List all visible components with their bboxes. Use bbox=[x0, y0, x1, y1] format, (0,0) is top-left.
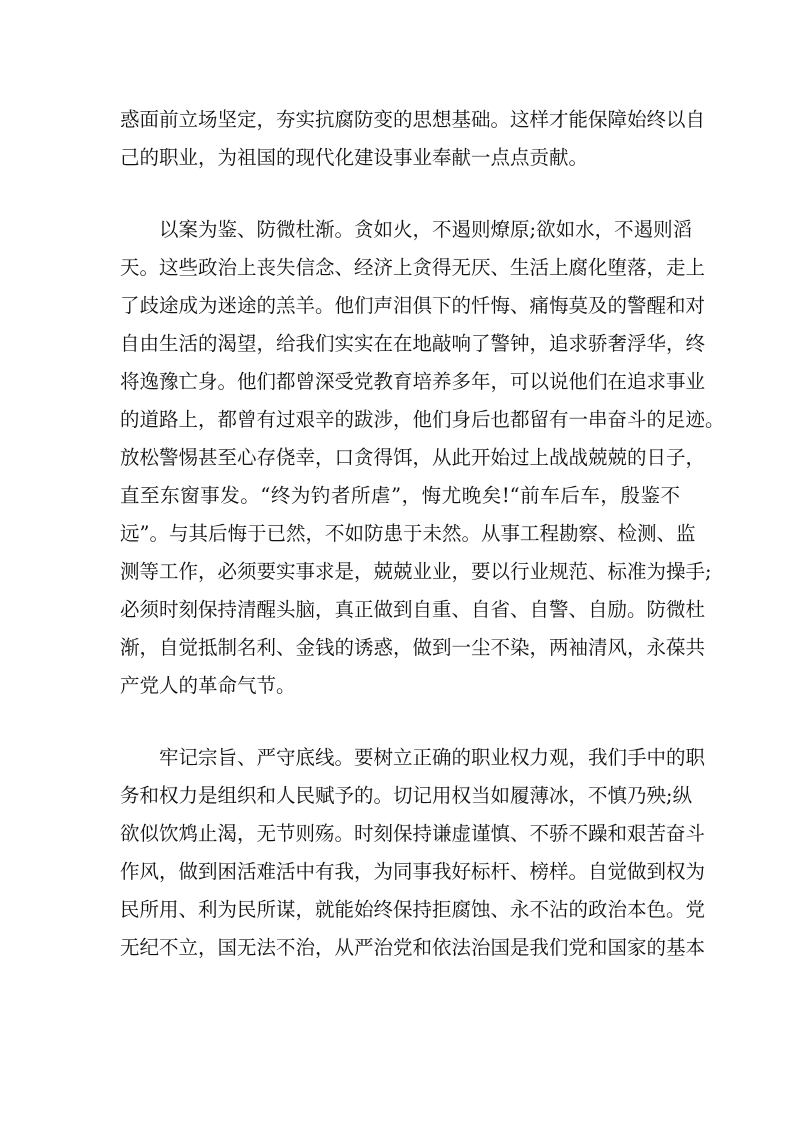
paragraph-1-line-1: 惑面前立场坚定，夯实抗腐防变的思想基础。这样才能保障始终以自 bbox=[120, 108, 706, 131]
paragraph-2-line-9: 远”。与其后悔于已然，不如防患于未然。从事工程勘察、检测、监 bbox=[120, 522, 696, 545]
paragraph-2-line-13: 产党人的革命气节。 bbox=[120, 674, 296, 697]
paragraph-3-line-1: 牢记宗旨、严守底线。要树立正确的职业权力观，我们手中的职 bbox=[159, 746, 706, 769]
paragraph-2-line-10: 测等工作，必须要实事求是，兢兢业业，要以行业规范、标准为操手; bbox=[120, 560, 712, 583]
paragraph-2-line-2: 天。这些政治上丧失信念、经济上贪得无厌、生活上腐化堕落，走上 bbox=[120, 256, 706, 279]
paragraph-3-line-4: 作风，做到困活难活中有我，为同事我好标杆、榜样。自觉做到权为 bbox=[120, 860, 706, 883]
paragraph-2-line-1: 以案为鉴、防微杜渐。贪如火，不遏则燎原;欲如水，不遏则滔 bbox=[159, 218, 693, 241]
paragraph-3-line-6: 无纪不立，国无法不治，从严治党和依法治国是我们党和国家的基本 bbox=[120, 936, 706, 959]
document-body bbox=[120, 101, 725, 967]
paragraph-2-line-11: 必须时刻保持清醒头脑，真正做到自重、自省、自警、自励。防微杜 bbox=[120, 598, 706, 621]
paragraph-3-line-5: 民所用、利为民所谋，就能始终保持拒腐蚀、永不沾的政治本色。党 bbox=[120, 898, 706, 921]
paragraph-3-line-3: 欲似饮鸩止渴，无节则殇。时刻保持谦虚谨慎、不骄不躁和艰苦奋斗 bbox=[120, 822, 706, 845]
paragraph-2-line-6: 的道路上，都曾有过艰辛的跋涉，他们身后也都留有一串奋斗的足迹。 bbox=[120, 408, 725, 431]
paragraph-2-line-7: 放松警惕甚至心存侥幸，口贪得饵，从此开始过上战战兢兢的日子， bbox=[120, 446, 706, 469]
paragraph-2-line-4: 自由生活的渴望，给我们实实在在地敲响了警钟，追求骄奢浮华，终 bbox=[120, 332, 706, 355]
paragraph-1-line-2: 己的职业，为祖国的现代化建设事业奉献一点点贡献。 bbox=[120, 146, 589, 169]
paragraph-2-line-5: 将逸豫亡身。他们都曾深受党教育培养多年，可以说他们在追求事业 bbox=[120, 370, 706, 393]
paragraph-2-line-8: 直至东窗事发。“终为钓者所虐”，悔尤晚矣!“前车后车，殷鉴不 bbox=[120, 484, 680, 507]
paragraph-2-line-12: 渐，自觉抵制名利、金钱的诱惑，做到一尘不染，两袖清风，永葆共 bbox=[120, 636, 706, 659]
paragraph-gap bbox=[120, 705, 680, 739]
paragraph-3-line-2: 务和权力是组织和人民赋予的。切记用权当如履薄冰，不慎乃殃;纵 bbox=[120, 784, 693, 807]
paragraph-2-line-3: 了歧途成为迷途的羔羊。他们声泪俱下的忏悔、痛悔莫及的警醒和对 bbox=[120, 294, 706, 317]
paragraph-gap bbox=[120, 177, 680, 211]
